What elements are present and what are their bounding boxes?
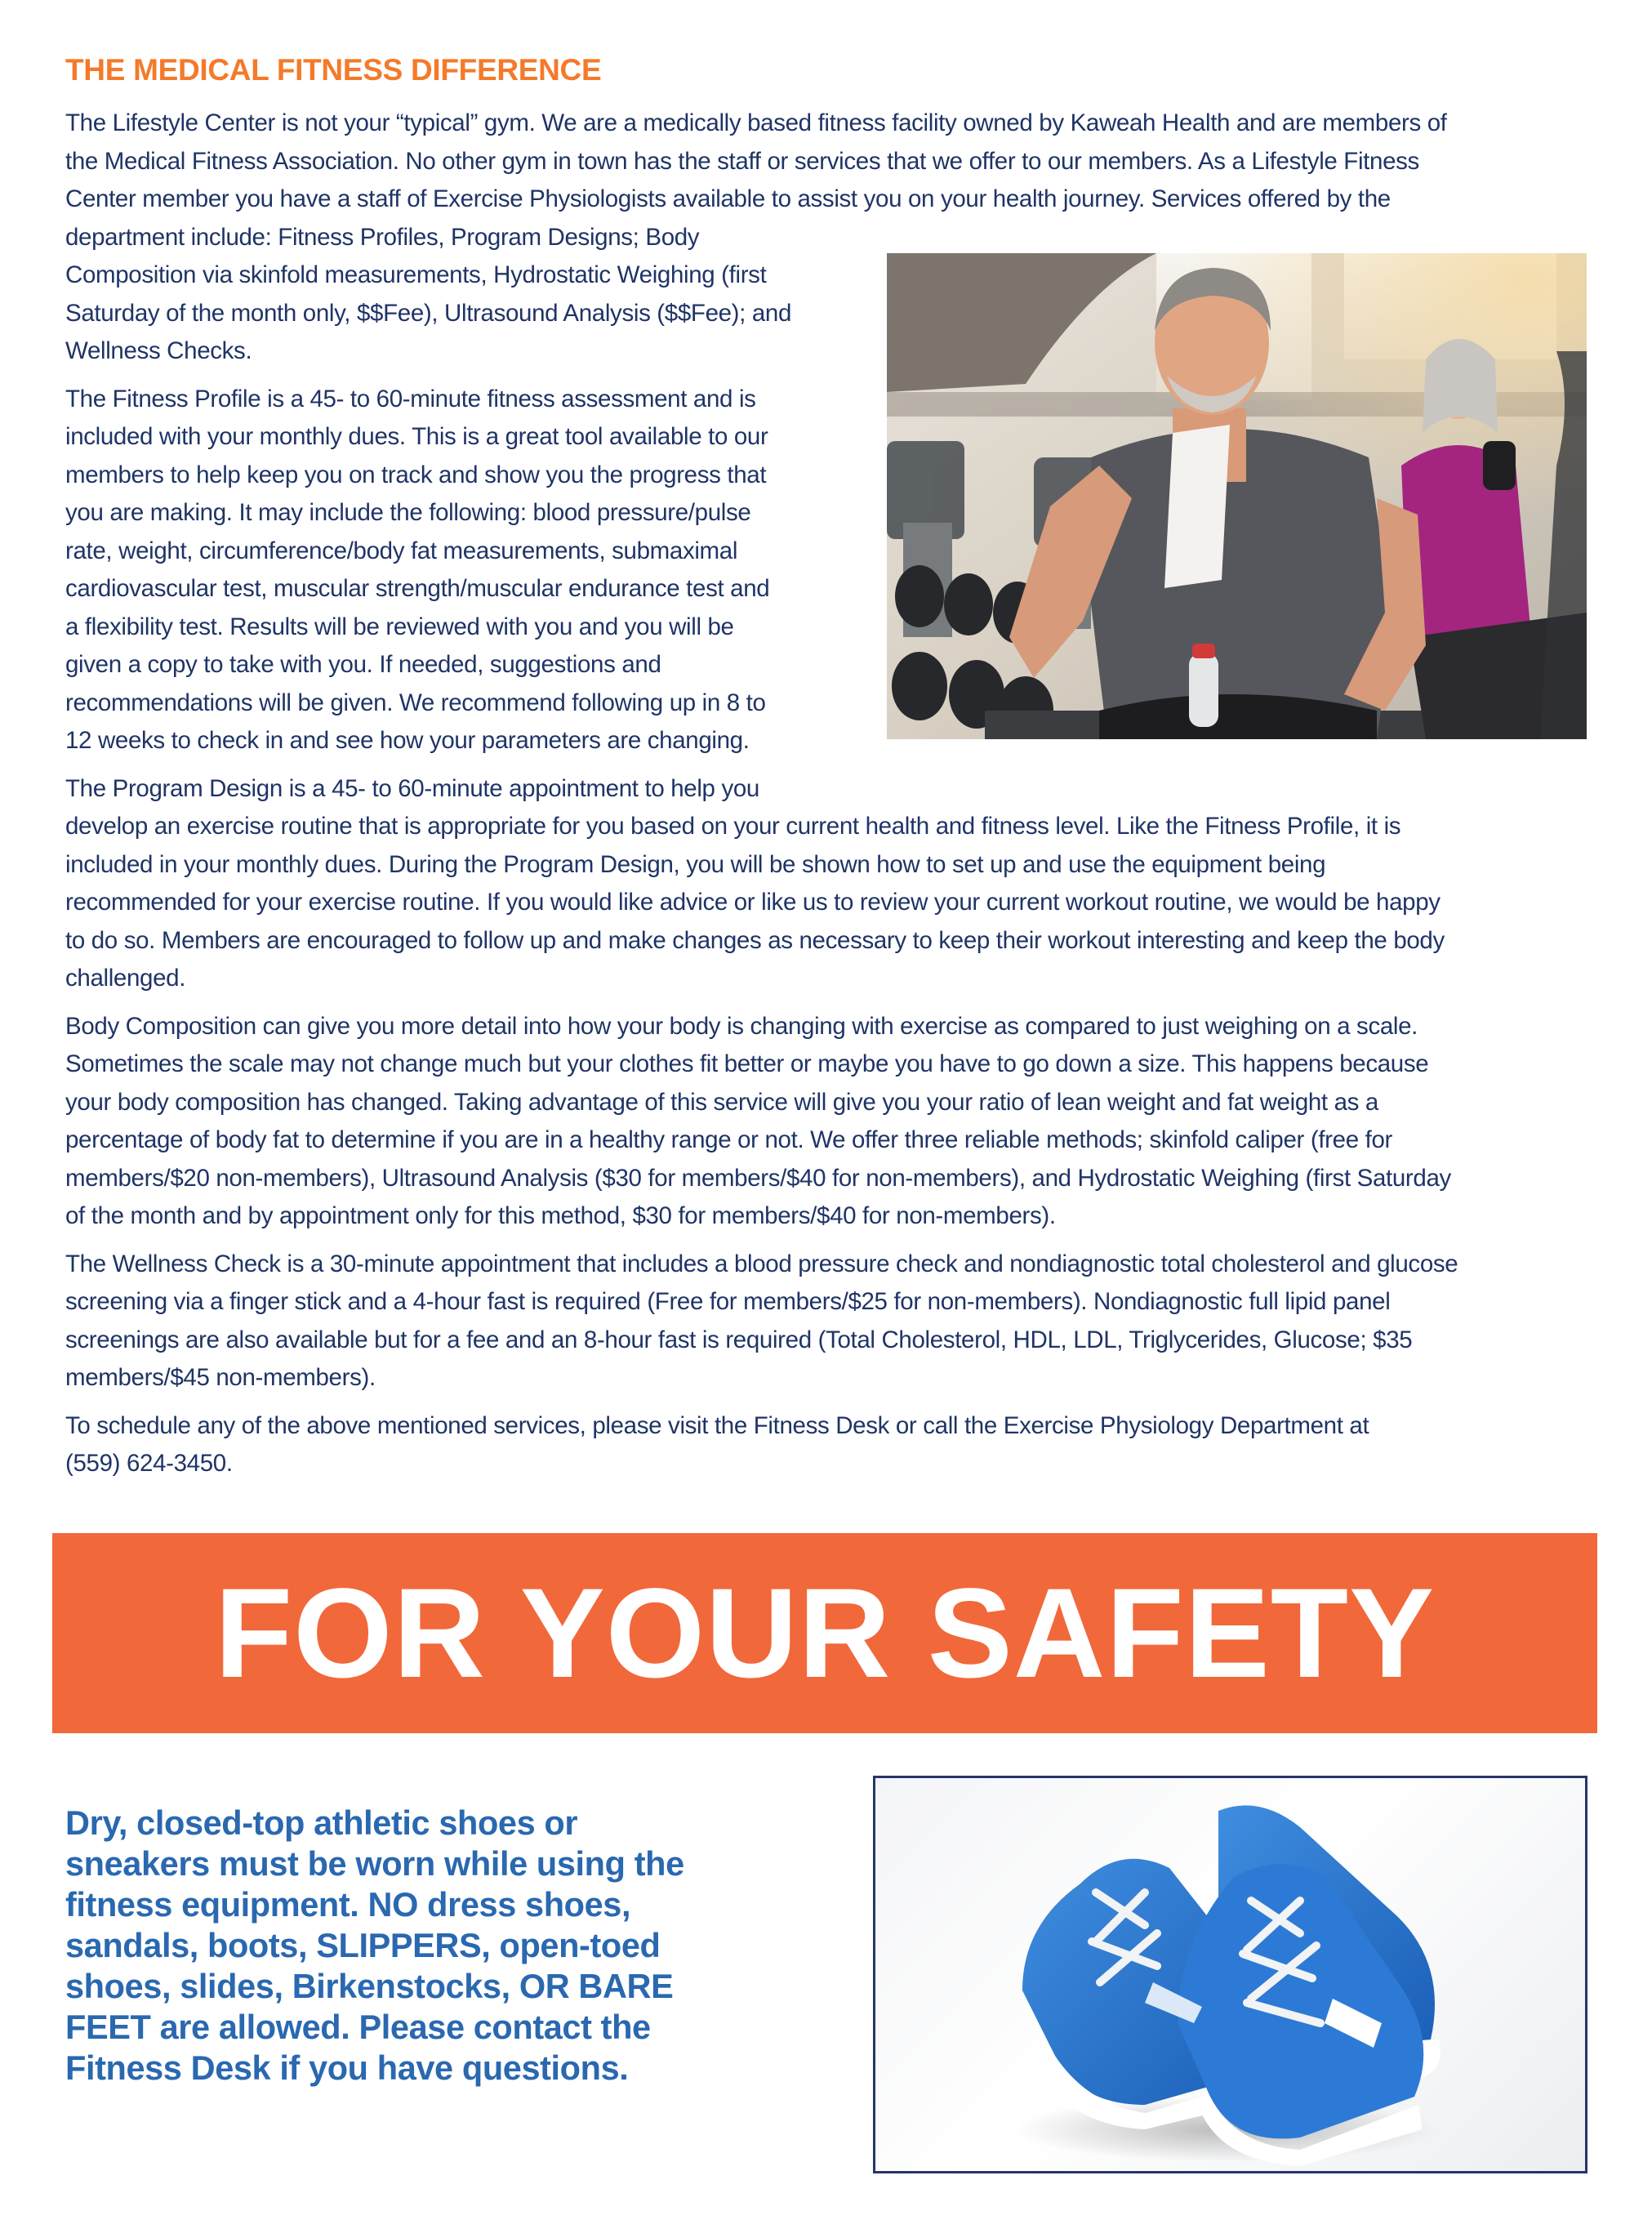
text-line: To schedule any of the above mentioned services, please visit the Fitness Desk or call the Exercise Physiology Department at <box>65 1411 1369 1439</box>
text-line: develop an exercise routine that is appropriate for you based on your current health and fitness level. Like the Fitness Profile, it is <box>65 813 1401 840</box>
text-line: to do so. Members are encouraged to follow up and make changes as necessary to keep their workout interesting and keep the body <box>65 926 1445 954</box>
gym-scene-illustration <box>887 253 1587 739</box>
text-line: Wellness Checks. <box>65 337 252 364</box>
text-line: given a copy to take with you. If needed, suggestions and <box>65 651 661 678</box>
text-line: recommendations will be given. We recommend following up in 8 to <box>65 689 766 716</box>
notice-line: FEET are allowed. Please contact the <box>65 2008 651 2046</box>
text-line: Saturday of the month only, $$Fee), Ultrasound Analysis ($$Fee); and <box>65 299 792 327</box>
text-line: The Lifestyle Center is not your “typical” gym. We are a medically based fitness facility owned by Kaweah Health and are members of <box>65 109 1447 136</box>
schedule-paragraph <box>65 1407 1617 1483</box>
text-line: Body Composition can give you more detail into how your body is changing with exercise as compared to just weighing on a scale. <box>65 1012 1418 1040</box>
safety-banner <box>52 1533 1597 1733</box>
text-line: Sometimes the scale may not change much but your clothes fit better or maybe you have to go down a size. This happens because <box>65 1050 1429 1077</box>
text-line: The Fitness Profile is a 45- to 60-minute fitness assessment and is <box>65 385 756 412</box>
notice-line: Fitness Desk if you have questions. <box>65 2048 629 2087</box>
text-line: cardiovascular test, muscular strength/muscular endurance test and <box>65 575 770 602</box>
sneakers-photo <box>873 1776 1587 2173</box>
text-line: The Wellness Check is a 30-minute appointment that includes a blood pressure check and nondiagnostic total cholesterol and glucose <box>65 1250 1458 1277</box>
banner-title: FOR YOUR SAFETY <box>214 1562 1436 1705</box>
text-line: Center member you have a staff of Exercise Physiologists available to assist you on your health journey. Services offered by the <box>65 185 1391 212</box>
sneakers-icon <box>875 1778 1585 2171</box>
text-line: the Medical Fitness Association. No other gym in town has the staff or services that we offer to our members. As a Lifestyle Fitness <box>65 147 1419 175</box>
section-heading: THE MEDICAL FITNESS DIFFERENCE <box>65 53 602 87</box>
wellness-check-paragraph <box>65 1246 1617 1398</box>
text-line: rate, weight, circumference/body fat measurements, submaximal <box>65 537 738 564</box>
notice-line: fitness equipment. NO dress shoes, <box>65 1885 631 1924</box>
body-composition-paragraph <box>65 1008 1617 1236</box>
text-line: members/$45 non-members). <box>65 1364 376 1391</box>
phone-number-line: (559) 624-3450. <box>65 1450 233 1477</box>
text-line: 12 weeks to check in and see how your parameters are changing. <box>65 727 750 754</box>
text-line: percentage of body fat to determine if you are in a healthy range or not. We offer three reliable methods; skinfold caliper (free for <box>65 1126 1392 1153</box>
text-line: screening via a finger stick and a 4-hour fast is required (Free for members/$25 for non-members). Nondiagnostic full lipid panel <box>65 1288 1391 1315</box>
safety-notice <box>65 1803 833 2089</box>
text-line: screenings are also available but for a fee and an 8-hour fast is required (Total Cholesterol, HDL, LDL, Triglycerides, Glucose; $35 <box>65 1326 1413 1353</box>
text-line: recommended for your exercise routine. If you would like advice or like us to review your current workout routine, we would be happy <box>65 889 1440 916</box>
text-line: Composition via skinfold measurements, Hydrostatic Weighing (first <box>65 261 767 288</box>
notice-line: Dry, closed-top athletic shoes or <box>65 1803 578 1842</box>
text-line: members/$20 non-members), Ultrasound Analysis ($30 for members/$40 for non-members), and Hydrostatic Weighing (first Saturday <box>65 1164 1451 1192</box>
notice-line: sneakers must be worn while using the <box>65 1844 684 1883</box>
text-line: a flexibility test. Results will be reviewed with you and you will be <box>65 613 734 640</box>
text-line: members to help keep you on track and show you the progress that <box>65 461 767 488</box>
program-design-paragraph <box>65 770 1617 998</box>
text-line: included with your monthly dues. This is a great tool available to our <box>65 423 768 450</box>
text-line: department include: Fitness Profiles, Program Designs; Body <box>65 223 700 251</box>
notice-line: shoes, slides, Birkenstocks, OR BARE <box>65 1967 674 2005</box>
text-line: included in your monthly dues. During the Program Design, you will be shown how to set up and use the equipment being <box>65 850 1326 878</box>
text-line: The Program Design is a 45- to 60-minute appointment to help you <box>65 774 759 802</box>
text-line: of the month and by appointment only for this method, $30 for members/$40 for non-members). <box>65 1202 1056 1229</box>
text-line: you are making. It may include the following: blood pressure/pulse <box>65 499 751 526</box>
gym-photo <box>887 253 1587 739</box>
text-line: challenged. <box>65 965 186 992</box>
text-line: your body composition has changed. Taking advantage of this service will give you your ratio of lean weight and fat weight as a <box>65 1088 1378 1116</box>
notice-line: sandals, boots, SLIPPERS, open-toed <box>65 1926 661 1964</box>
